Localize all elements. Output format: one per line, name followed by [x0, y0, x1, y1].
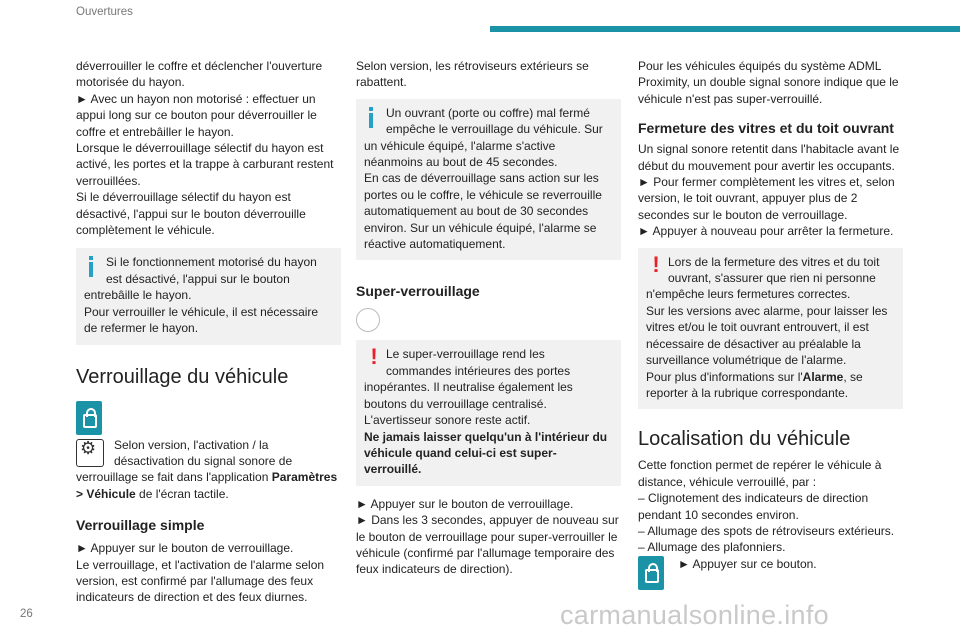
warning-icon: !	[652, 251, 660, 277]
paragraph: ► Appuyer sur le bouton de verrouillage.	[76, 541, 294, 556]
note-text: L'avertisseur sonore reste actif.	[364, 413, 531, 428]
paragraph: Lorsque le déverrouillage sélectif du hayon est activé, les portes et la trappe à carburant restent verrouillées.	[76, 141, 334, 188]
watermark: carmanualsonline.info	[560, 600, 829, 630]
list-item: – Allumage des spots de rétroviseurs extérieurs.	[638, 523, 895, 538]
paragraph: ► Appuyer sur le bouton de verrouillage.	[356, 496, 574, 511]
note-text-c: , se reporter à la rubrique correspondante.	[646, 369, 863, 400]
lock-button-illustration	[76, 401, 341, 435]
settings-path: Paramètres > Véhicule	[76, 470, 338, 501]
locate-instruction	[638, 556, 903, 572]
warning-note	[356, 340, 621, 485]
subsection-title-windows: Fermeture des vitres et du toit ouvrant	[638, 120, 894, 137]
warning-note	[638, 248, 903, 410]
section-title-lock: Verrouillage du véhicule	[76, 365, 289, 388]
paragraph: déverrouiller le coffre et déclencher l'ouverture motorisée du hayon.	[76, 59, 323, 90]
note-text: Le super-verrouillage rend les commandes intérieures des portes inopérantes. Il neutralise également les boutons du verrouillage centralisé.	[364, 347, 573, 411]
paragraph: Cette fonction permet de repérer le véhicule à distance, véhicule verrouillé, par :	[638, 458, 882, 489]
section-title-location: Localisation du véhicule	[638, 428, 851, 451]
section-header: Ouvertures	[76, 6, 133, 18]
list-item: – Clignotement des indicateurs de direction pendant 10 secondes environ.	[638, 491, 869, 522]
column-1	[76, 58, 341, 606]
note-text: En cas de déverrouillage sans action sur les portes ou le coffre, le véhicule se reverrouille automatiquement au bout de 30 secondes environ. Sur un véhicule équipé, l'alarme se réactive automatiquement.	[364, 171, 602, 252]
note-text: Lors de la fermeture des vitres et du toit ouvrant, s'assurer que rien ni personne n'empêche leurs fermetures correctes.	[646, 254, 880, 302]
subsection-title-super: Super-verrouillage	[356, 283, 480, 300]
settings-text: Selon version, l'activation / la désactivation du signal sonore de verrouillage se fait dans l'application	[76, 437, 293, 485]
info-icon	[84, 254, 104, 284]
note-text-a: Pour plus d'informations sur l'	[646, 369, 803, 384]
steering-wheel-illustration	[356, 308, 621, 332]
note-text	[646, 369, 895, 402]
note-text: Si le fonctionnement motorisé du hayon est désactivé, l'appui sur le bouton entrebâille le hayon.	[84, 255, 317, 303]
locate-text: ► Appuyer sur ce bouton.	[678, 556, 817, 571]
lock-icon	[76, 401, 102, 435]
column-3	[638, 58, 903, 590]
info-note	[76, 248, 341, 344]
paragraph: Si le déverrouillage sélectif du hayon est désactivé, l'appui sur le bouton déverrouille complètement le véhicule.	[76, 190, 306, 238]
info-note	[356, 99, 621, 261]
subsection-title-simple: Verrouillage simple	[76, 517, 205, 534]
paragraph: Selon version, les rétroviseurs extérieurs se rabattent.	[356, 59, 589, 90]
settings-paragraph	[76, 437, 341, 503]
paragraph: ► Pour fermer complètement les vitres et, selon version, le toit ouvrant, appuyer plus de 2 secondes sur le bouton de verrouillage.	[638, 175, 895, 222]
note-text: Sur les versions avec alarme, pour laisser les vitres et/ou le toit ouvrant entrouvert, il est nécessaire de désactiver au préalable la surveillance volumétrique de l'alarme.	[646, 303, 888, 368]
info-icon	[364, 105, 384, 135]
paragraph: ► Appuyer à nouveau pour arrêter la fermeture.	[638, 224, 894, 239]
gear-icon	[76, 439, 104, 467]
paragraph: Le verrouillage, et l'activation de l'alarme selon version, est confirmé par l'allumage des feux indicateurs de direction et des feux diurnes.	[76, 557, 325, 605]
paragraph: ► Dans les 3 secondes, appuyer de nouveau sur le bouton de verrouillage pour super-verrouiller le véhicule (confirmé par l'allumage temporaire des feux indicateurs de direction).	[356, 513, 619, 577]
paragraph: Un signal sonore retentit dans l'habitacle avant le début du mouvement pour avertir les occupants.	[638, 142, 900, 173]
warning-icon: !	[370, 344, 378, 370]
paragraph: ► Avec un hayon non motorisé : effectuer un appui long sur ce bouton pour déverrouiller le coffre et entrebâiller le hayon.	[76, 91, 317, 139]
note-text: Un ouvrant (porte ou coffre) mal fermé empêche le verrouillage du véhicule. Sur un véhicule équipé, l'alarme s'active néanmoins au bout de 45 secondes.	[364, 105, 603, 170]
note-text: Pour verrouiller le véhicule, il est nécessaire de refermer le hayon.	[84, 304, 319, 336]
list-item: – Allumage des plafonniers.	[638, 540, 786, 555]
paragraph: Pour les véhicules équipés du système ADML Proximity, un double signal sonore indique que le véhicule n'est pas super-verrouillé.	[638, 59, 899, 106]
note-text-bold: Ne jamais laisser quelqu'un à l'intérieur du véhicule quand celui-ci est super-verrouillé.	[364, 429, 608, 477]
lock-icon	[638, 556, 664, 590]
page-number: 26	[20, 608, 33, 620]
alarm-link-text: Alarme	[802, 369, 844, 384]
header-accent-bar	[490, 26, 960, 32]
settings-text-end: de l'écran tactile.	[135, 486, 229, 501]
steering-wheel-icon	[356, 308, 380, 332]
column-2	[356, 58, 621, 578]
